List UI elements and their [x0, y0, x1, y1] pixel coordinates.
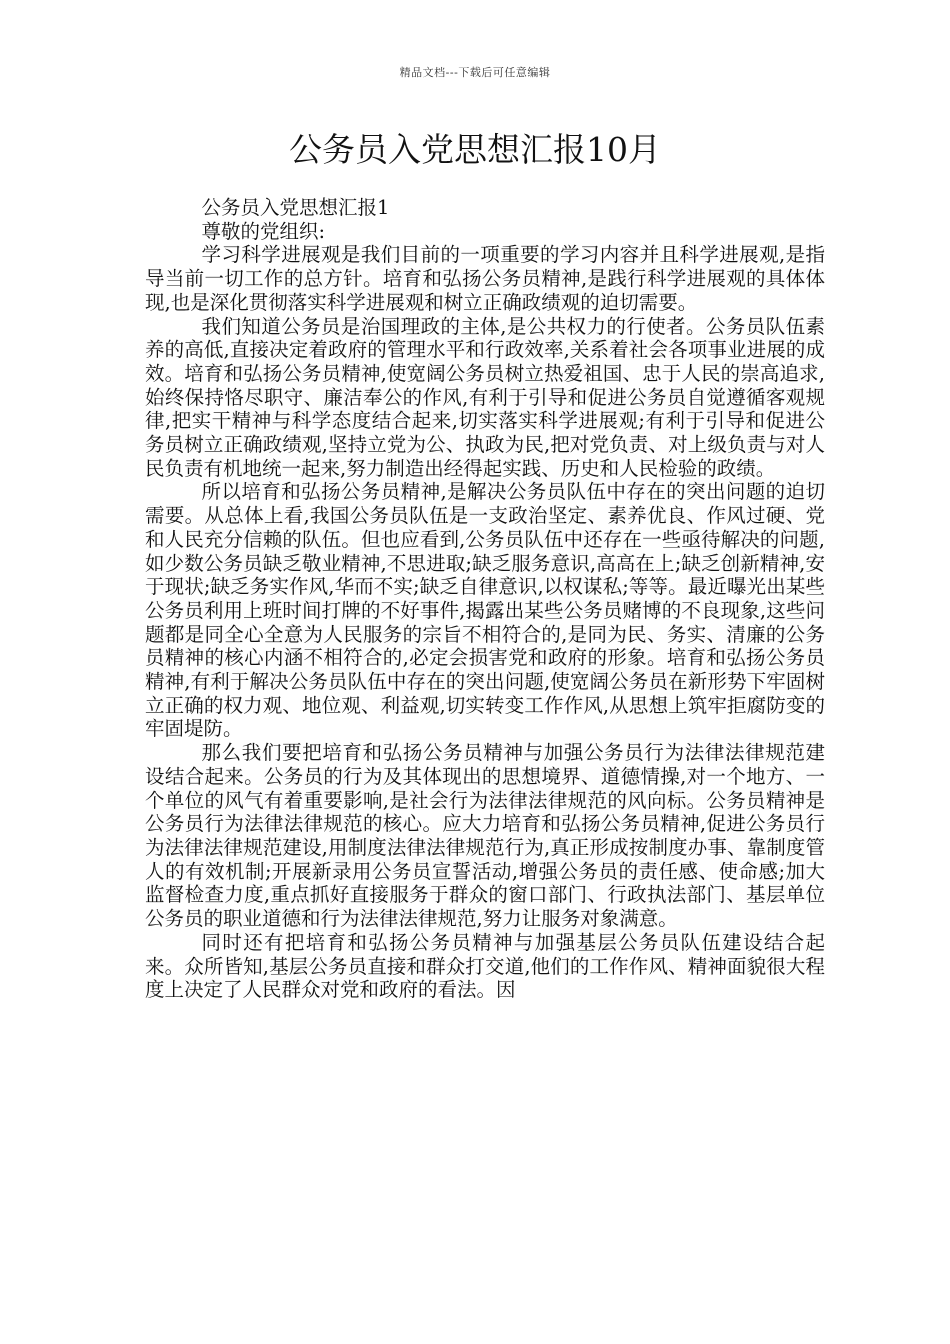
page-header-note: 精品文档---下载后可任意编辑: [399, 66, 551, 79]
paragraph: 我们知道公务员是治国理政的主体,是公共权力的行使者。公务员队伍素养的高低,直接决定着政府的管理水平和行政效率,关系着社会各项事业进展的成效。培育和弘扬公务员精神,使宽阔公务员树立热爱祖国、忠于人民的崇高追求,始终保持恪尽职守、廉洁奉公的作风,有利于引导和促进公务员自觉遵循客观规律,把实干精神与科学态度结合起来,切实落实科学进展观;有利于引导和促进公务员树立正确政绩观,坚持立党为公、执政为民,把对党负责、对上级负责与对人民负责有机地统一起来,努力制造出经得起实践、历史和人民检验的政绩。: [145, 314, 825, 480]
document-body: [145, 196, 825, 1002]
paragraph: 那么我们要把培育和弘扬公务员精神与加强公务员行为法律法律规范建设结合起来。公务员的行为及其体现出的思想境界、道德情操,对一个地方、一个单位的风气有着重要影响,是社会行为法律法律规范的风向标。公务员精神是公务员行为法律法律规范的核心。应大力培育和弘扬公务员精神,促进公务员行为法律法律规范建设,用制度法律法律规范行为,真正形成按制度办事、靠制度管人的有效机制;开展新录用公务员宣誓活动,增强公务员的责任感、使命感;加大监督检查力度,重点抓好直接服务于群众的窗口部门、行政执法部门、基层单位公务员的职业道德和行为法律法律规范,努力让服务对象满意。: [145, 741, 825, 931]
paragraph-heading: 公务员入党思想汇报1: [201, 196, 390, 219]
paragraph: 同时还有把培育和弘扬公务员精神与加强基层公务员队伍建设结合起来。众所皆知,基层公务员直接和群众打交道,他们的工作作风、精神面貌很大程度上决定了人民群众对党和政府的看法。因: [145, 930, 825, 1002]
paragraph: 学习科学进展观是我们目前的一项重要的学习内容并且科学进展观,是指导当前一切工作的总方针。培育和弘扬公务员精神,是践行科学进展观的具体体现,也是深化贯彻落实科学进展观和树立正确政绩观的迫切需要。: [145, 243, 825, 314]
document-title: 公务员入党思想汇报10月: [289, 130, 661, 169]
paragraph-salutation: 尊敬的党组织:: [201, 219, 326, 243]
paragraph: 所以培育和弘扬公务员精神,是解决公务员队伍中存在的突出问题的迫切需要。从总体上看,我国公务员队伍是一支政治坚定、素养优良、作风过硬、党和人民充分信赖的队伍。但也应看到,公务员队伍中还存在一些亟待解决的问题,如少数公务员缺乏敬业精神,不思进取;缺乏服务意识,高高在上;缺乏创新精神,安于现状;缺乏务实作风,华而不实;缺乏自律意识,以权谋私;等等。最近曝光出某些公务员利用上班时间打牌的不好事件,揭露出某些公务员赌博的不良现象,这些问题都是同全心全意为人民服务的宗旨不相符合的,是同为民、务实、清廉的公务员精神的核心内涵不相符合的,必定会损害党和政府的形象。培育和弘扬公务员精神,有利于解决公务员队伍中存在的突出问题,使宽阔公务员在新形势下牢固树立正确的权力观、地位观、利益观,切实转变工作作风,从思想上筑牢拒腐防变的牢固堤防。: [145, 480, 825, 741]
